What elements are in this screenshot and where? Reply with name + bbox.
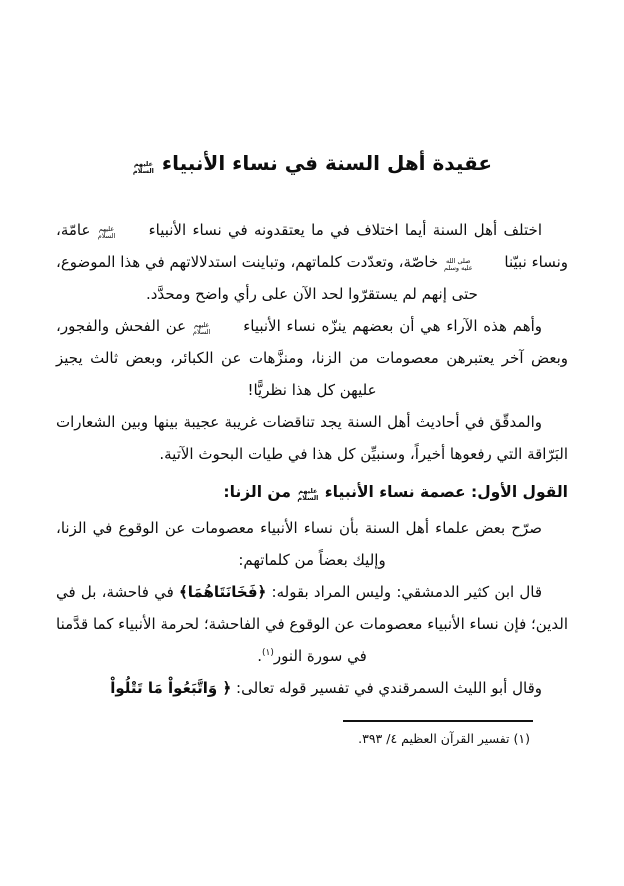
text-run: اختلف أهل السنة أيما اختلاف في ما يعتقدونه في نساء الأنبياء <box>142 221 542 239</box>
text-run: عن الفحش والفجور، وبعض آخر يعتبرهن معصومات من الزنا، ومنزَّهات عن الكبائر، وبعض ثالث يجيز عليهن كل هذا نظريًّا! <box>56 317 568 399</box>
paragraph-5 <box>56 576 568 672</box>
text-run: صرّح بعض علماء أهل السنة بأن نساء الأنبياء معصومات عن الوقوع في الزنا، وإليك بعضاً من كلماتهم: <box>56 519 542 569</box>
text-run: خاصّة، وتعدّدت كلماتهم، وتباينت استدلالاتهم في هذا الموضوع، حتى إنهم لم يستقرّوا لحد الآن على رأي واضح ومحدَّد. <box>56 253 478 303</box>
text-run: قال ابن كثير الدمشقي: وليس المراد بقوله: <box>266 583 543 601</box>
paragraph-2 <box>56 310 568 406</box>
section-heading-1 <box>56 476 568 508</box>
paragraph-1 <box>56 214 568 310</box>
text-run: . <box>257 647 262 665</box>
alayhim-assalam-icon: عليهم السلام <box>297 487 319 502</box>
footnote-divider <box>343 720 533 722</box>
page-title <box>56 146 568 180</box>
paragraph-6 <box>56 672 568 704</box>
alayhim-assalam-icon: عليهم السلام <box>132 160 154 175</box>
paragraph-3 <box>56 406 568 470</box>
footnote-area <box>56 720 568 749</box>
footnote-marker: (١) <box>262 648 274 658</box>
text-run: من الزنا: <box>223 483 297 501</box>
text-run: في فاحشة، بل في الدين؛ فإن نساء الأنبياء معصومات عن الوقوع في الفاحشة؛ لحرمة الأنبياء كما قدَّمنا في سورة النور <box>56 583 568 665</box>
paragraph-4 <box>56 512 568 576</box>
quran-verse: ﴿فَخَانَتَاهُمَا﴾ <box>179 583 267 601</box>
page-title-text: عقيدة أهل السنة في نساء الأنبياء <box>161 151 493 175</box>
text-run: عامّة، ونساء نبيّنا <box>56 221 568 271</box>
alayhim-assalam-icon: عليهم السلام <box>97 225 116 240</box>
footnote: (١) تفسير القرآن العظيم ٤/ ٣٩٣. <box>358 731 530 746</box>
quran-verse: ﴿ وَاتَّبَعُواْ مَا تَتْلُواْ <box>110 679 232 697</box>
text-run: وأهم هذه الآراء هي أن بعضهم ينزّه نساء الأنبياء <box>237 317 543 335</box>
text-run: وقال أبو الليث السمرقندي في تفسير قوله تعالى: <box>231 679 542 697</box>
sallallahu-alayhi-wasallam-icon: صلى الله عليه وسلم <box>443 257 473 272</box>
text-run: والمدقّق في أحاديث أهل السنة يجد تناقضات غريبة عجيبة بينها وبين الشعارات البَرّاقة التي رفعوها أخيراً، وسنبيِّن كل هذا في طيات البحوث الآتية. <box>56 413 568 463</box>
text-run: القول الأول: عصمة نساء الأنبياء <box>319 483 568 501</box>
alayhim-assalam-icon: عليهم السلام <box>192 321 211 336</box>
body-text <box>56 214 568 704</box>
